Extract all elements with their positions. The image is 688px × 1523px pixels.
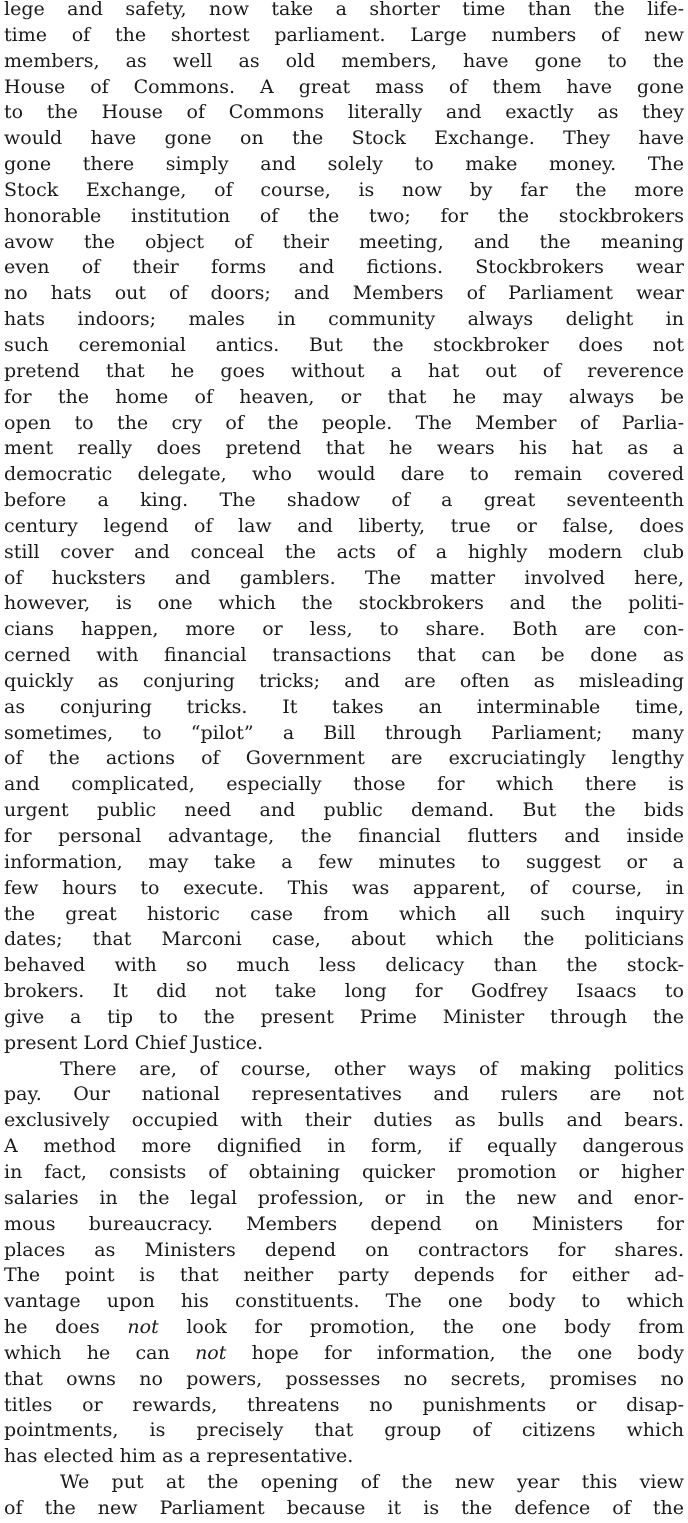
emphasis-not: not <box>195 1341 227 1364</box>
text-line: brokers. It did not take long for Godfrey Isaacs to <box>4 980 684 1003</box>
text-line: gone there simply and solely to make money. The <box>4 153 684 176</box>
text-line: exclusively occupied with their duties as bulls and bears. <box>4 1109 684 1132</box>
text-line: has elected him as a representative. <box>4 1445 354 1468</box>
text-line: time of the shortest parliament. Large numbers of new <box>4 23 684 46</box>
text-line: cerned with financial transactions that can be done as <box>4 644 684 667</box>
text-line: no hats out of doors; and Members of Parliament wear <box>4 282 684 305</box>
text-line: lege and safety, now take a shorter time than the life- <box>4 0 684 20</box>
text-line: however, is one which the stockbrokers and the politi- <box>4 592 684 615</box>
text-line-pre: he does <box>4 1316 128 1339</box>
text-line: democratic delegate, who would dare to remain covered <box>4 463 684 486</box>
text-line: The point is that neither party depends for either ad- <box>4 1264 684 1287</box>
text-line-post: look for promotion, the one body from <box>158 1316 684 1339</box>
text-line: urgent public need and public demand. But the bids <box>4 799 684 822</box>
text-line: dates; that Marconi case, about which the politicians <box>4 928 684 951</box>
text-line: as conjuring tricks. It takes an interminable time, <box>4 695 684 718</box>
text-line: the great historic case from which all such inquiry <box>4 902 684 925</box>
text-line: give a tip to the present Prime Minister through the <box>4 1005 684 1028</box>
text-line: still cover and conceal the acts of a highly modern club <box>4 540 684 563</box>
text-line: Stock Exchange, of course, is now by far the more <box>4 178 684 201</box>
text-line: such ceremonial antics. But the stockbroker does not <box>4 333 684 356</box>
text-line: ment really does pretend that he wears his hat as a <box>4 437 684 460</box>
text-line: present Lord Chief Justice. <box>4 1031 264 1054</box>
text-line-pre: which he can <box>4 1341 196 1364</box>
text-line: even of their forms and fictions. Stockbrokers wear <box>4 256 684 279</box>
emphasis-not: not <box>127 1316 159 1339</box>
paragraph-1 <box>4 0 684 1057</box>
text-line: mous bureaucracy. Members depend on Ministers for <box>4 1212 684 1235</box>
text-line: and complicated, especially those for which there is <box>4 773 684 796</box>
text-line: few hours to execute. This was apparent, of course, in <box>4 876 684 899</box>
text-line: to the House of Commons literally and exactly as they <box>4 101 684 124</box>
text-line: There are, of course, other ways of making politics <box>60 1057 684 1080</box>
text-line: avow the object of their meeting, and the meaning <box>4 230 684 253</box>
text-line: would have gone on the Stock Exchange. They have <box>4 127 684 150</box>
paragraph-3 <box>4 1470 684 1522</box>
text-line: House of Commons. A great mass of them have gone <box>4 75 684 98</box>
text-line: pointments, is precisely that group of citizens which <box>4 1419 684 1442</box>
text-line: quickly as conjuring tricks; and are often as misleading <box>4 669 684 692</box>
text-line: for personal advantage, the financial flutters and inside <box>4 825 684 847</box>
text-line: pretend that he goes without a hat out of reverence <box>4 359 684 382</box>
text-line: that owns no powers, possesses no secrets, promises no <box>4 1367 684 1390</box>
text-line: of the new Parliament because it is the defence of the <box>4 1496 684 1519</box>
text-line: salaries in the legal profession, or in the new and enor- <box>4 1186 684 1209</box>
text-line: in fact, consists of obtaining quicker promotion or higher <box>4 1160 684 1183</box>
text-line: vantage upon his constituents. The one body to which <box>4 1290 684 1313</box>
text-line: members, as well as old members, have gone to the <box>4 49 684 72</box>
text-line: century legend of law and liberty, true or false, does <box>4 514 684 537</box>
text-line: pay. Our national representatives and rulers are not <box>4 1083 684 1106</box>
text-line: of hucksters and gamblers. The matter involved here, <box>4 566 684 589</box>
text-line: before a king. The shadow of a great seventeenth <box>4 489 684 512</box>
text-line: A method more dignified in form, if equally dangerous <box>4 1135 684 1158</box>
text-line: information, may take a few minutes to suggest or a <box>4 850 684 873</box>
text-line: open to the cry of the people. The Member of Parlia- <box>4 411 684 434</box>
text-line: sometimes, to “pilot” a Bill through Parliament; many <box>4 721 684 744</box>
text-line: hats indoors; males in community always delight in <box>4 308 684 331</box>
text-line: titles or rewards, threatens no punishments or disap- <box>4 1393 684 1416</box>
text-line: for the home of heaven, or that he may always be <box>4 385 684 408</box>
text-line-post: hope for information, the one body <box>226 1341 685 1364</box>
paragraph-2 <box>4 1057 684 1471</box>
text-line <box>4 1341 684 1367</box>
text-line: of the actions of Government are excruciatingly lengthy <box>4 747 684 770</box>
text-line <box>4 1315 684 1341</box>
article-page <box>4 0 684 1522</box>
text-line: cians happen, more or less, to share. Both are con- <box>4 618 684 641</box>
text-line: honorable institution of the two; for the stockbrokers <box>4 204 684 227</box>
text-line: We put at the opening of the new year this view <box>60 1471 684 1494</box>
text-line: behaved with so much less delicacy than the stock- <box>4 954 684 977</box>
text-line: places as Ministers depend on contractors for shares. <box>4 1238 684 1261</box>
